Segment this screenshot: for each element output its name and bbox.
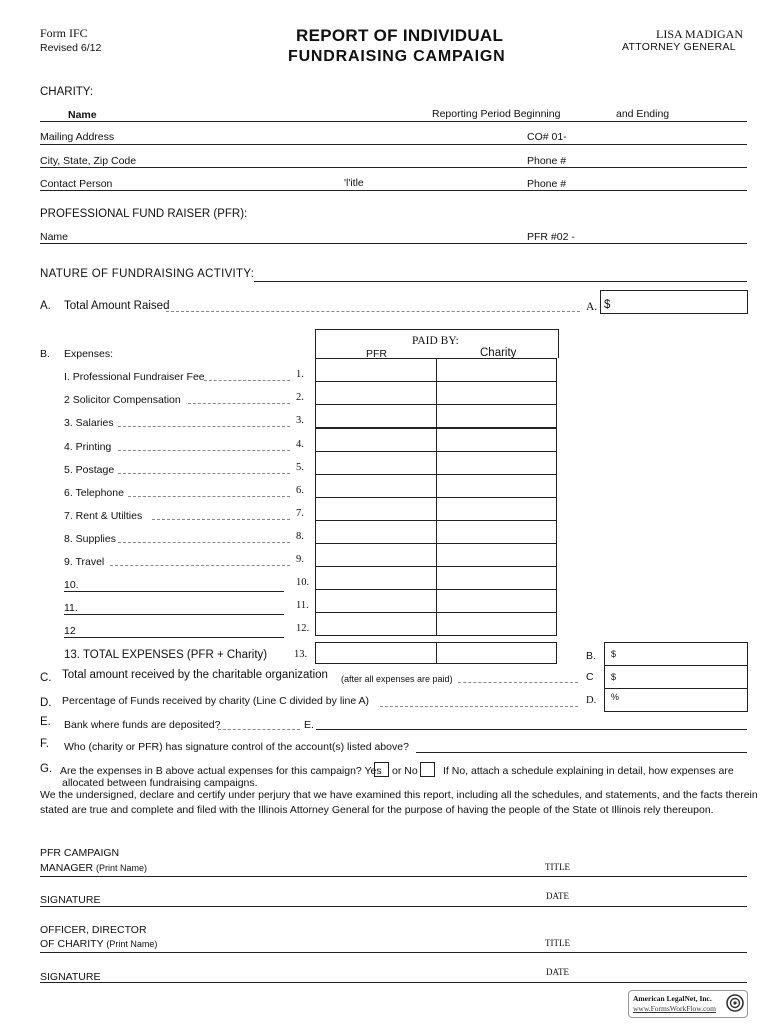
line-g-label: Are the expenses in B above actual expenses for this campaign? Yes	[60, 765, 382, 777]
line-a-letter: A.	[40, 300, 51, 312]
expense-charity-cell[interactable]	[436, 358, 557, 382]
bank-line[interactable]	[316, 729, 747, 730]
expense-label: 12	[64, 625, 76, 637]
charity-name-line[interactable]	[40, 121, 747, 122]
expense-pfr-cell[interactable]	[315, 543, 437, 567]
charity-name-label: Name	[68, 109, 97, 121]
pfr-section-label: PROFESSIONAL FUND RAISER (PFR):	[40, 208, 248, 220]
total-currency-symbol: $	[611, 649, 617, 659]
expense-line-number: 12.	[296, 623, 310, 634]
co-number-label: CO# 01-	[527, 131, 567, 143]
if-no-label: If No, attach a schedule explaining in detail, how expenses are	[443, 765, 734, 777]
nature-line[interactable]	[254, 281, 747, 282]
line-g-letter: G.	[40, 763, 53, 775]
mailing-address-line[interactable]	[40, 144, 747, 145]
pfr-manager-line2	[40, 862, 147, 874]
attorney-general-name: LISA MADIGAN	[656, 27, 743, 41]
expense-leader	[152, 519, 290, 520]
pfr-number-label: PFR #02 -	[527, 231, 575, 243]
line-f-label: Who (charity or PFR) has signature control of the account(s) listed above?	[64, 741, 409, 753]
expense-pfr-cell[interactable]	[315, 381, 437, 405]
total-expenses-field[interactable]	[604, 642, 748, 666]
officer-date-label: DATE	[546, 967, 569, 977]
phone1-label: Phone #	[527, 155, 567, 167]
line-e-leader	[218, 729, 300, 730]
paid-by-label: PAID BY:	[412, 335, 459, 347]
line-c-label: Total amount received by the charitable organization	[62, 669, 328, 681]
expense-line-number: 9.	[296, 554, 304, 565]
expense-pfr-cell[interactable]	[315, 497, 437, 521]
pfr-manager-label: MANAGER	[40, 862, 94, 874]
expense-label: 2 Solicitor Compensation	[64, 394, 181, 406]
percent-symbol: %	[611, 692, 620, 702]
city-state-zip-label: City, State, Zip Code	[40, 155, 137, 167]
expense-line-number: 1.	[296, 369, 304, 380]
expense-leader	[118, 426, 290, 427]
line-c-letter: C.	[40, 672, 52, 684]
attorney-general-title: ATTORNEY GENERAL	[622, 41, 736, 53]
charity-received-field[interactable]	[604, 665, 748, 689]
expense-label: 4. Printing	[64, 441, 112, 453]
expense-charity-cell[interactable]	[436, 543, 557, 567]
expense-pfr-cell[interactable]	[315, 451, 437, 475]
expense-label: 11.	[64, 602, 78, 614]
expense-charity-cell[interactable]	[436, 612, 557, 636]
phone2-label: Phone #	[527, 178, 567, 190]
col-charity-label: Charity	[480, 347, 517, 359]
expense-label: 10.	[64, 579, 79, 591]
expense-label: 8. Supplies	[64, 533, 116, 545]
city-state-zip-line[interactable]	[40, 167, 747, 168]
period-begin-label: Reporting Period Beginning	[432, 108, 561, 120]
expense-pfr-cell[interactable]	[315, 589, 437, 613]
expense-label: I. Professional Fundraiser Fee	[64, 371, 205, 383]
total-raised-field[interactable]	[600, 290, 748, 314]
custom-expense-line[interactable]	[64, 637, 284, 638]
officer-signature-label: SIGNATURE	[40, 971, 101, 983]
form-id: Form IFC	[40, 26, 88, 40]
expense-label: 5. Postage	[64, 464, 115, 476]
declaration-line1: We the undersigned, declare and certify under perjury that we have examined this report, including all the schedules, and statements, and the facts therein	[40, 789, 758, 801]
expense-charity-cell[interactable]	[436, 451, 557, 475]
expense-line-number: 6.	[296, 485, 304, 496]
pfr-manager-line1: PFR CAMPAIGN	[40, 847, 120, 859]
expense-leader	[118, 450, 290, 451]
line-a-ref: A.	[586, 301, 598, 313]
pfr-name-label: Name	[40, 231, 69, 243]
expense-leader	[118, 542, 290, 543]
expense-pfr-cell[interactable]	[315, 428, 437, 452]
line-a-label: Total Amount Raised	[64, 300, 170, 312]
officer-name-title-line[interactable]	[40, 952, 747, 953]
form-title-line1: REPORT OF INDIVIDUAL	[296, 26, 504, 45]
line-a-leader	[166, 311, 580, 312]
officer-print-name: (Print Name)	[106, 939, 158, 949]
line-e-ref: E.	[304, 719, 314, 731]
declaration-line2: stated are true and complete and filed with the Illinois Attorney General for the purpose of having the people of the State ot Illinois rely thereupon.	[40, 804, 714, 816]
custom-expense-line[interactable]	[64, 614, 284, 615]
expense-charity-cell[interactable]	[436, 474, 557, 498]
expense-line-number: 4.	[296, 439, 304, 450]
expense-charity-cell[interactable]	[436, 497, 557, 521]
expense-line-number: 10.	[296, 577, 310, 588]
line-e-label: Bank where funds are deposited?	[64, 719, 221, 731]
expense-charity-cell[interactable]	[436, 589, 557, 613]
total-pfr-cell[interactable]	[315, 642, 437, 664]
percentage-field[interactable]	[604, 688, 748, 712]
total-expenses-num: 13.	[294, 649, 308, 660]
expenses-label: Expenses:	[64, 348, 114, 360]
form-title-line2: FUNDRAISING CAMPAIGN	[288, 48, 506, 65]
officer-title-label: TITLE	[545, 938, 570, 948]
contact-person-label: Contact Person	[40, 178, 113, 190]
company-logo-icon	[725, 993, 745, 1013]
total-expenses-label: 13. TOTAL EXPENSES (PFR + Charity)	[64, 649, 268, 661]
pfr-signature-line[interactable]	[40, 906, 747, 907]
pfr-name-line[interactable]	[40, 243, 747, 244]
expense-label: 7. Rent & Utilties	[64, 510, 143, 522]
line-d-label: Percentage of Funds received by charity (Line C divided by line A)	[62, 695, 369, 707]
expense-pfr-cell[interactable]	[315, 612, 437, 636]
custom-expense-line[interactable]	[64, 591, 284, 592]
pfr-signature-label: SIGNATURE	[40, 894, 101, 906]
nature-label: NATURE OF FUNDRAISING ACTIVITY:	[40, 268, 255, 280]
revised-date: Revised 6/12	[40, 42, 102, 54]
expense-line-number: 5.	[296, 462, 304, 473]
expense-line-number: 3.	[296, 415, 304, 426]
expense-pfr-cell[interactable]	[315, 520, 437, 544]
expense-leader	[118, 473, 290, 474]
expense-pfr-cell[interactable]	[315, 358, 437, 382]
footer-badge	[628, 990, 748, 1018]
expense-leader	[110, 565, 290, 566]
expense-label: 6. Telephone	[64, 487, 124, 499]
officer-label: OF CHARITY	[40, 938, 104, 950]
pfr-date-label: DATE	[546, 891, 569, 901]
currency-symbol: $	[604, 299, 611, 311]
expense-label: 9. Travel	[64, 556, 105, 568]
line-b-letter: B.	[40, 348, 50, 360]
line-e-letter: E.	[40, 716, 51, 728]
footer-company: American LegalNet, Inc.	[633, 994, 712, 1003]
pfr-name-title-line[interactable]	[40, 876, 747, 877]
charity-section-label: CHARITY:	[40, 86, 94, 98]
no-checkbox[interactable]	[420, 762, 435, 777]
expense-line-number: 7.	[296, 508, 304, 519]
expense-charity-cell[interactable]	[436, 520, 557, 544]
period-end-label: and Ending	[616, 108, 670, 120]
officer-line2	[40, 938, 157, 950]
expense-line-number: 2.	[296, 392, 304, 403]
expense-charity-cell[interactable]	[436, 566, 557, 590]
expense-line-number: 11.	[296, 600, 309, 611]
or-no-label: or No	[392, 765, 418, 777]
expense-leader	[204, 380, 290, 381]
contact-person-line[interactable]	[40, 190, 747, 191]
expense-pfr-cell[interactable]	[315, 404, 437, 428]
expense-leader	[188, 403, 290, 404]
expense-pfr-cell[interactable]	[315, 566, 437, 590]
total-charity-cell[interactable]	[436, 642, 557, 664]
footer-url[interactable]: www.FormsWorkFlow.com	[633, 1004, 717, 1013]
line-f-letter: F.	[40, 738, 49, 750]
officer-signature-line[interactable]	[40, 982, 747, 983]
line-g-cont: allocated between fundraising campaigns.	[62, 777, 258, 789]
contact-title-label: 'l'itle	[344, 177, 364, 189]
expense-label: 3. Salaries	[64, 417, 114, 429]
expense-pfr-cell[interactable]	[315, 474, 437, 498]
total-ref: B.	[586, 650, 596, 662]
line-d-letter: D.	[40, 697, 52, 709]
col-pfr-label: PFR	[366, 348, 387, 360]
line-d-leader	[380, 706, 578, 707]
pfr-title-label: TITLE	[545, 862, 570, 872]
expense-charity-cell[interactable]	[436, 428, 557, 452]
received-currency-symbol: $	[611, 672, 617, 682]
expense-charity-cell[interactable]	[436, 381, 557, 405]
pfr-print-name: (Print Name)	[96, 863, 148, 873]
expense-charity-cell[interactable]	[436, 404, 557, 428]
line-c-leader	[458, 682, 578, 683]
line-d-ref: D.	[586, 695, 597, 706]
line-c-ref: C	[586, 671, 594, 683]
yes-checkbox[interactable]	[374, 762, 389, 777]
officer-line1: OFFICER, DIRECTOR	[40, 924, 147, 936]
signature-control-line[interactable]	[416, 752, 747, 753]
paid-by-header	[315, 329, 559, 358]
line-c-note: (after all expenses are paid)	[341, 674, 453, 684]
expense-leader	[128, 496, 290, 497]
expense-line-number: 8.	[296, 531, 304, 542]
mailing-address-label: Mailing Address	[40, 131, 115, 143]
